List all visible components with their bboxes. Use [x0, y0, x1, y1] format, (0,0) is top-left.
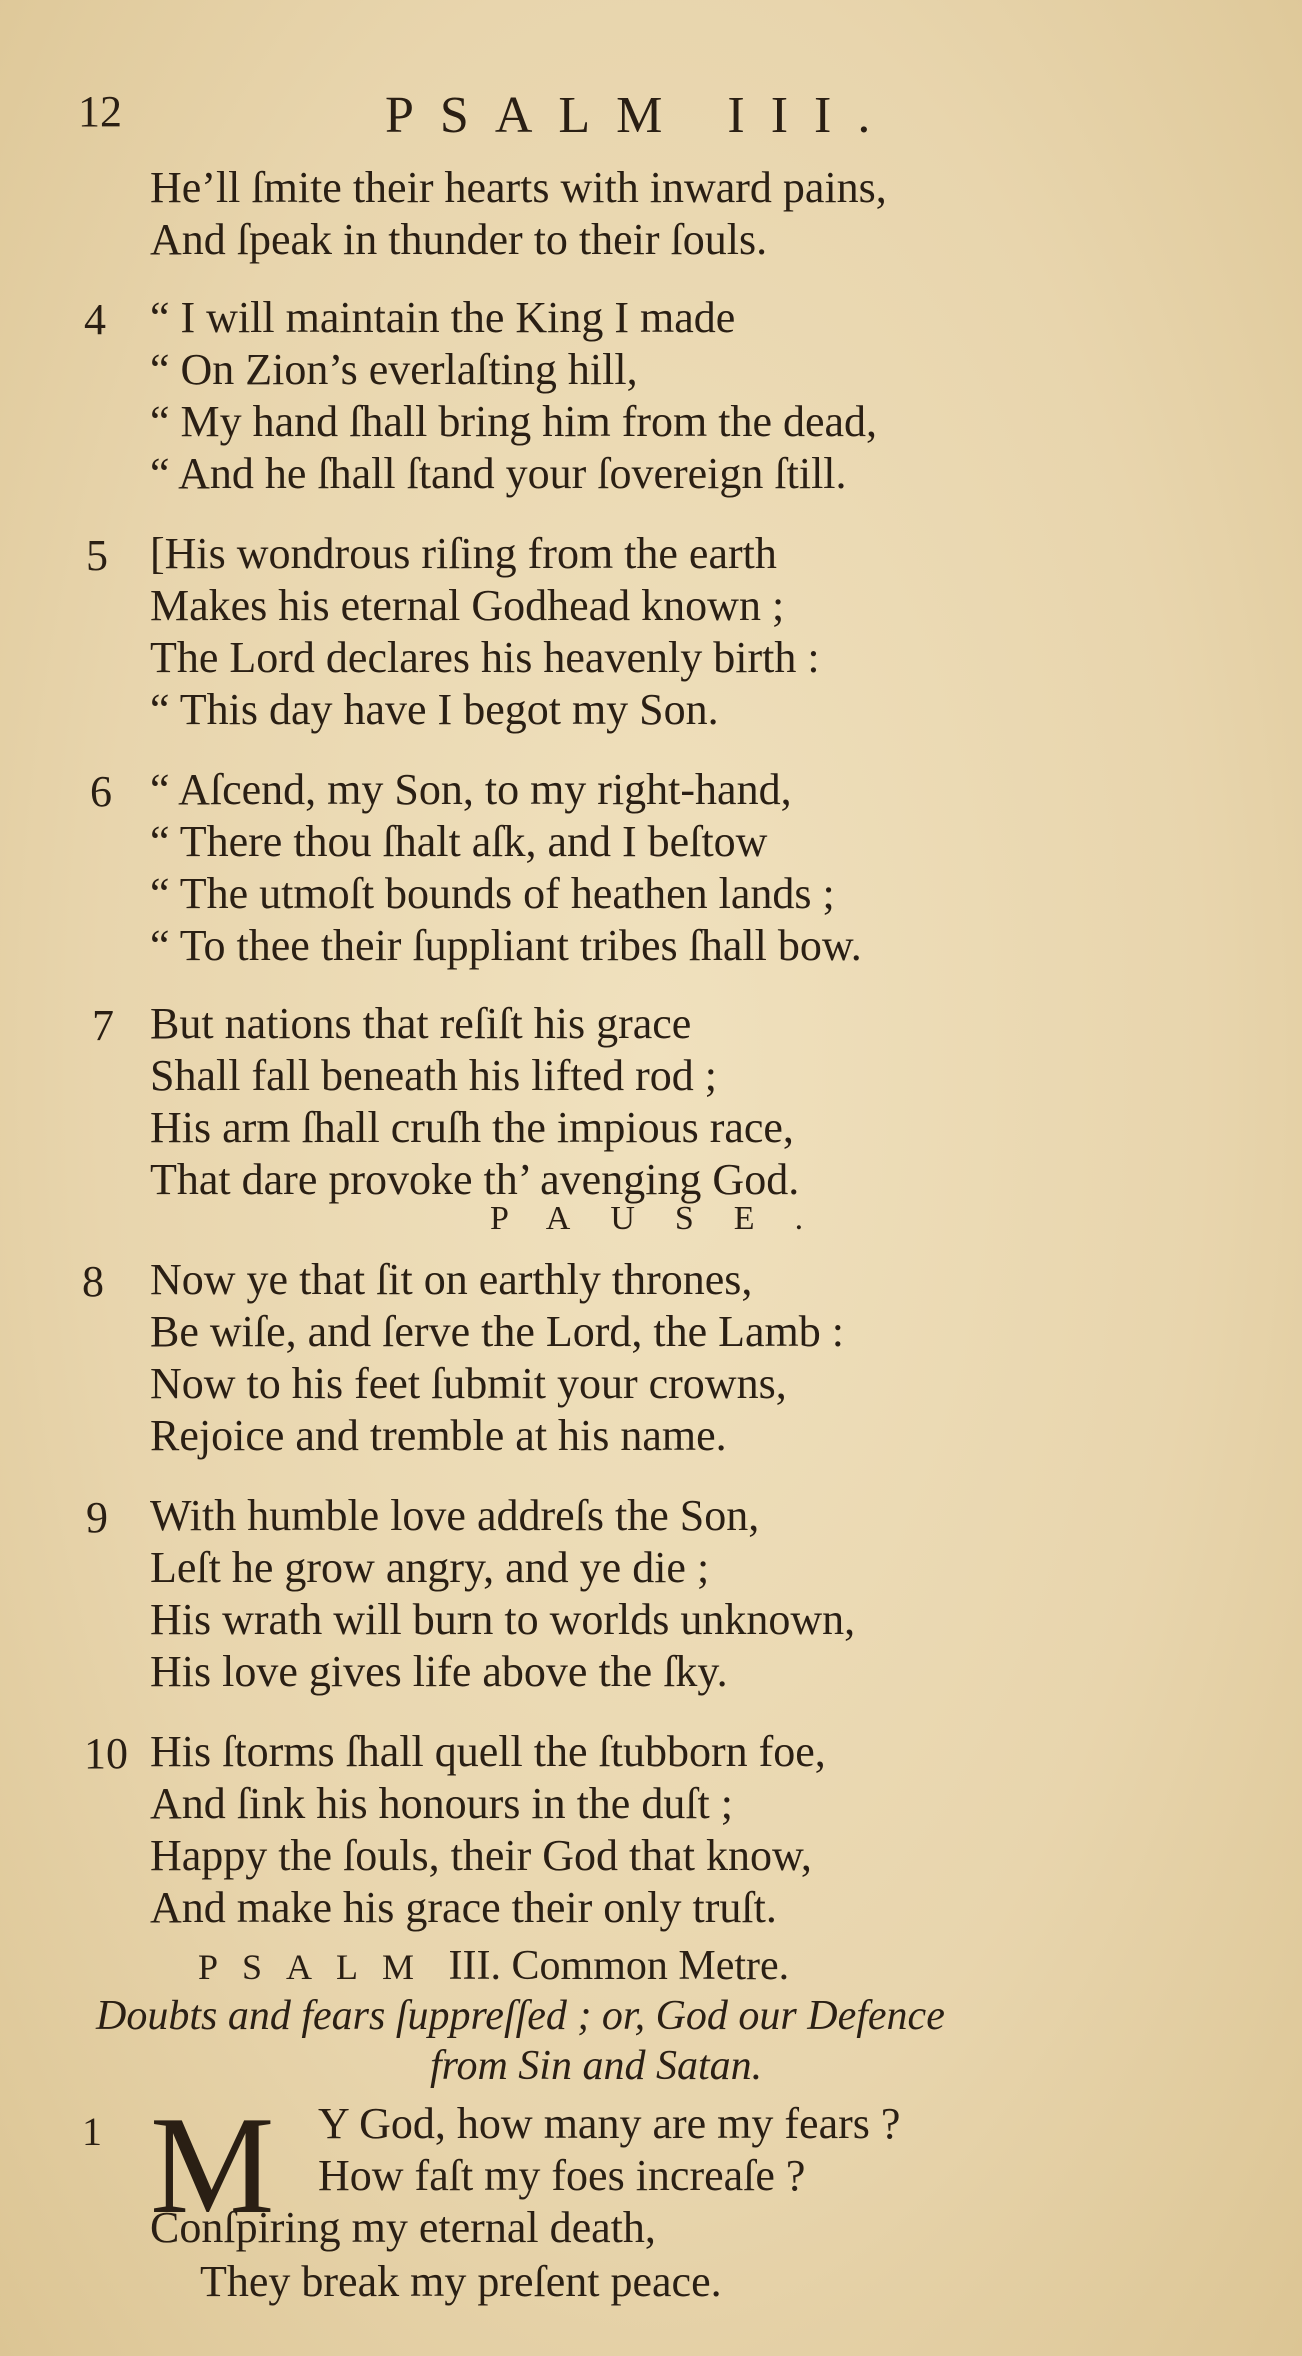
verse-line: And ſpeak in thunder to their ſouls. [150, 215, 768, 264]
verse-line: “ I will maintain the King I made [150, 293, 736, 342]
psalm-subtitle: from Sin and Satan. [430, 2043, 763, 2089]
drop-cap: M [150, 2088, 275, 2243]
verse-line: Conſpiring my eternal death, [150, 2203, 656, 2252]
verse-line: “ Aſcend, my Son, to my right-hand, [150, 765, 792, 814]
stanza-number: 1 [82, 2109, 102, 2154]
stanza-number: 4 [84, 295, 106, 344]
verse-line: Rejoice and tremble at his name. [150, 1411, 727, 1460]
verse-line: “ This day have I begot my Son. [150, 685, 719, 734]
stanza-number: 6 [90, 767, 112, 816]
psalm-heading: PSALM III. Common Metre. [198, 1943, 790, 1989]
page-number: 12 [78, 87, 122, 136]
verse-line: How faſt my foes increaſe ? [318, 2151, 806, 2200]
verse-line: With humble love addreſs the Son, [150, 1491, 760, 1540]
verse-line: And ſink his honours in the duſt ; [150, 1779, 733, 1828]
verse-line: But nations that reſiſt his grace [150, 999, 692, 1048]
stanza-number: 5 [86, 531, 108, 580]
verse-line: His wrath will burn to worlds unknown, [150, 1595, 856, 1644]
verse-line: His arm ſhall cruſh the impious race, [150, 1103, 794, 1152]
stanza-number: 9 [86, 1493, 108, 1542]
verse-line: Now ye that ſit on earthly thrones, [150, 1255, 753, 1304]
pause-heading: PAUSE. [490, 1200, 844, 1237]
verse-line: Makes his eternal Godhead known ; [150, 581, 785, 630]
verse-line: Now to his feet ſubmit your crowns, [150, 1359, 787, 1408]
verse-line: And make his grace their only truſt. [150, 1883, 777, 1932]
verse-line: Be wiſe, and ſerve the Lord, the Lamb : [150, 1307, 844, 1356]
verse-line: [His wondrous riſing from the earth [150, 529, 777, 578]
verse-line: Happy the ſouls, their God that know, [150, 1831, 812, 1880]
verse-line: His ſtorms ſhall quell the ſtubborn foe, [150, 1727, 826, 1776]
verse-line: They break my preſent peace. [200, 2257, 722, 2306]
verse-line: “ My hand ſhall bring him from the dead, [150, 397, 878, 446]
verse-line: Shall fall beneath his lifted rod ; [150, 1051, 717, 1100]
verse-line: “ On Zion’s everlaſting hill, [150, 345, 638, 394]
verse-line: Y God, how many are my fears ? [318, 2099, 901, 2148]
verse-line: That dare provoke th’ avenging God. [150, 1155, 800, 1204]
verse-line: “ The utmoſt bounds of heathen lands ; [150, 869, 835, 918]
verse-line: “ And he ſhall ſtand your ſovereign ſtill. [150, 449, 847, 498]
verse-line: Leſt he grow angry, and ye die ; [150, 1543, 710, 1592]
verse-line: “ There thou ſhalt aſk, and I beſtow [150, 817, 768, 866]
stanza-number: 8 [82, 1257, 104, 1306]
verse-line: The Lord declares his heavenly birth : [150, 633, 820, 682]
stanza-number: 10 [84, 1729, 128, 1778]
stanza-number: 7 [92, 1001, 114, 1050]
verse-line: “ To thee their ſuppliant tribes ſhall bow. [150, 921, 862, 970]
verse-line: His love gives life above the ſky. [150, 1647, 728, 1696]
page-header [0, 86, 1302, 146]
psalm-subtitle: Doubts and fears ſuppreſſed ; or, God our Defence [96, 1993, 945, 2039]
verse-line: He’ll ſmite their hearts with inward pains, [150, 163, 887, 212]
running-title: PSALM III. [385, 87, 897, 144]
